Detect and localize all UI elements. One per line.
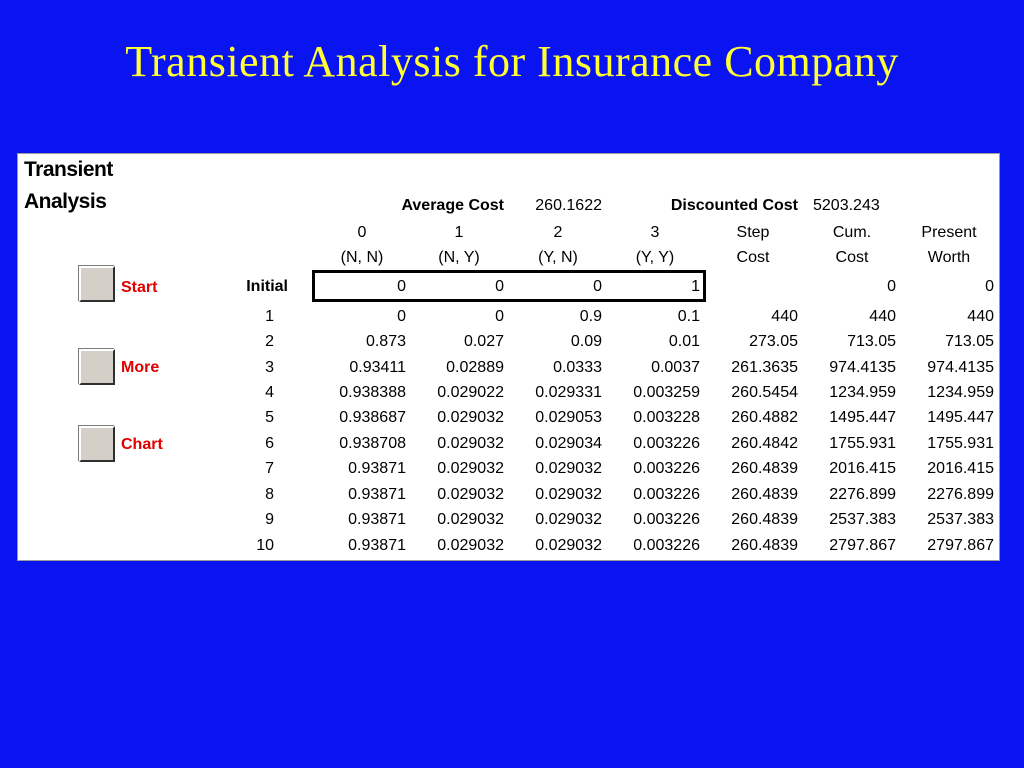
table-cell: 0.873 bbox=[365, 333, 406, 350]
table-cell: 260.4839 bbox=[731, 460, 798, 477]
table-cell: 2537.383 bbox=[829, 511, 896, 528]
table-cell: 0.003228 bbox=[633, 409, 700, 426]
table-cell: 440 bbox=[771, 308, 798, 325]
table-cell: 974.4135 bbox=[829, 359, 896, 376]
column-header-bottom: Cost bbox=[835, 249, 869, 266]
table-cell: 1234.959 bbox=[927, 384, 994, 401]
table-cell: 0.029032 bbox=[437, 486, 504, 503]
table-cell: 713.05 bbox=[945, 333, 994, 350]
row-label-step: 5 bbox=[265, 409, 274, 426]
table-cell: 0.93871 bbox=[348, 460, 406, 477]
table-cell: 0.003226 bbox=[633, 435, 700, 452]
table-cell: 0.029032 bbox=[535, 460, 602, 477]
table-cell: 0.93871 bbox=[348, 511, 406, 528]
table-cell: 0.003226 bbox=[633, 511, 700, 528]
column-header-top: Present bbox=[921, 224, 977, 241]
chart-button[interactable] bbox=[79, 426, 115, 462]
table-cell: 1755.931 bbox=[829, 435, 896, 452]
table-cell: 0.003226 bbox=[633, 460, 700, 477]
column-header-top: Cum. bbox=[832, 224, 872, 241]
slide-title: Transient Analysis for Insurance Company bbox=[125, 37, 899, 86]
table-cell: 0.938388 bbox=[339, 384, 406, 401]
table-cell: 0 bbox=[397, 308, 406, 325]
column-header-top: 2 bbox=[553, 224, 563, 241]
table-cell: 0.029032 bbox=[535, 486, 602, 503]
table-cell: 2276.899 bbox=[829, 486, 896, 503]
table-cell: 0.029032 bbox=[535, 511, 602, 528]
table-cell: 0.029032 bbox=[437, 409, 504, 426]
table-cell: 1234.959 bbox=[829, 384, 896, 401]
row-label-step: 6 bbox=[265, 435, 274, 452]
column-header-bottom: Cost bbox=[736, 249, 770, 266]
table-cell: 1495.447 bbox=[829, 409, 896, 426]
table-cell: 260.4839 bbox=[731, 486, 798, 503]
table-cell: 440 bbox=[967, 308, 994, 325]
table-cell: 0.938687 bbox=[339, 409, 406, 426]
table-cell: 260.4882 bbox=[731, 409, 798, 426]
row-label-step: 7 bbox=[265, 460, 274, 477]
table-cell: 0 bbox=[495, 308, 504, 325]
column-header-top: 0 bbox=[357, 224, 367, 241]
table-cell: 261.3635 bbox=[731, 359, 798, 376]
table-cell: 1495.447 bbox=[927, 409, 994, 426]
table-cell: 0.029032 bbox=[437, 435, 504, 452]
table-cell: 0 bbox=[887, 278, 896, 295]
chart-button-label[interactable]: Chart bbox=[121, 436, 163, 453]
table-cell: 2537.383 bbox=[927, 511, 994, 528]
table-cell: 0.93871 bbox=[348, 486, 406, 503]
table-cell: 1755.931 bbox=[927, 435, 994, 452]
table-cell: 0.93411 bbox=[349, 359, 406, 376]
row-label-step: 10 bbox=[256, 537, 274, 554]
sheet-heading-line-1: Transient bbox=[24, 158, 113, 181]
table-cell: 0.9 bbox=[579, 308, 602, 325]
table-cell: 0.01 bbox=[668, 333, 700, 350]
table-cell: 2797.867 bbox=[927, 537, 994, 554]
row-label-initial: Initial bbox=[246, 278, 288, 295]
table-cell: 260.4839 bbox=[731, 511, 798, 528]
table-cell: 0.09 bbox=[570, 333, 602, 350]
sheet-heading-line-2: Analysis bbox=[24, 190, 107, 213]
table-cell: 0.003226 bbox=[633, 537, 700, 554]
table-cell: 0.029022 bbox=[437, 384, 504, 401]
row-label-step: 1 bbox=[265, 308, 274, 325]
table-cell: 0.027 bbox=[463, 333, 504, 350]
column-header-top: Step bbox=[736, 224, 770, 241]
start-button-label[interactable]: Start bbox=[121, 279, 158, 296]
column-header-top: 3 bbox=[650, 224, 660, 241]
table-cell: 0 bbox=[593, 278, 602, 295]
table-cell: 0.029034 bbox=[535, 435, 602, 452]
row-label-step: 8 bbox=[265, 486, 274, 503]
table-cell: 0.02889 bbox=[446, 359, 504, 376]
spreadsheet bbox=[17, 153, 1000, 561]
table-cell: 974.4135 bbox=[927, 359, 994, 376]
table-cell: 0.1 bbox=[677, 308, 700, 325]
table-cell: 260.4842 bbox=[731, 435, 798, 452]
more-button[interactable] bbox=[79, 349, 115, 385]
table-cell: 2016.415 bbox=[829, 460, 896, 477]
column-header-bottom: (Y, Y) bbox=[635, 249, 675, 266]
discounted-cost-value: 5203.243 bbox=[813, 197, 880, 214]
table-cell: 1 bbox=[691, 278, 700, 295]
row-label-step: 2 bbox=[265, 333, 274, 350]
table-cell: 0.0037 bbox=[651, 359, 700, 376]
table-cell: 0 bbox=[495, 278, 504, 295]
row-label-step: 4 bbox=[265, 384, 274, 401]
column-header-top: 1 bbox=[454, 224, 464, 241]
average-cost-value: 260.1622 bbox=[535, 197, 602, 214]
table-cell: 0.029032 bbox=[437, 511, 504, 528]
table-cell: 0.029331 bbox=[535, 384, 602, 401]
table-cell: 713.05 bbox=[847, 333, 896, 350]
table-cell: 0 bbox=[397, 278, 406, 295]
table-cell: 273.05 bbox=[749, 333, 798, 350]
table-cell: 0 bbox=[985, 278, 994, 295]
table-cell: 2276.899 bbox=[927, 486, 994, 503]
discounted-cost-label: Discounted Cost bbox=[670, 197, 798, 214]
table-cell: 260.5454 bbox=[731, 384, 798, 401]
row-label-step: 3 bbox=[265, 359, 274, 376]
column-header-bottom: (N, N) bbox=[340, 249, 384, 266]
column-header-bottom: (Y, N) bbox=[538, 249, 578, 266]
table-cell: 0.003259 bbox=[633, 384, 700, 401]
table-cell: 260.4839 bbox=[731, 537, 798, 554]
start-button[interactable] bbox=[79, 266, 115, 302]
table-cell: 0.938708 bbox=[339, 435, 406, 452]
table-cell: 0.93871 bbox=[348, 537, 406, 554]
average-cost-label: Average Cost bbox=[401, 197, 504, 214]
table-cell: 0.029032 bbox=[437, 460, 504, 477]
table-cell: 0.029053 bbox=[535, 409, 602, 426]
more-button-label[interactable]: More bbox=[121, 359, 160, 376]
table-cell: 2016.415 bbox=[927, 460, 994, 477]
table-cell: 440 bbox=[869, 308, 896, 325]
column-header-bottom: (N, Y) bbox=[438, 249, 480, 266]
row-label-step: 9 bbox=[265, 511, 274, 528]
table-cell: 2797.867 bbox=[829, 537, 896, 554]
table-cell: 0.003226 bbox=[633, 486, 700, 503]
table-cell: 0.0333 bbox=[553, 359, 602, 376]
table-cell: 0.029032 bbox=[437, 537, 504, 554]
column-header-bottom: Worth bbox=[927, 249, 971, 266]
table-cell: 0.029032 bbox=[535, 537, 602, 554]
